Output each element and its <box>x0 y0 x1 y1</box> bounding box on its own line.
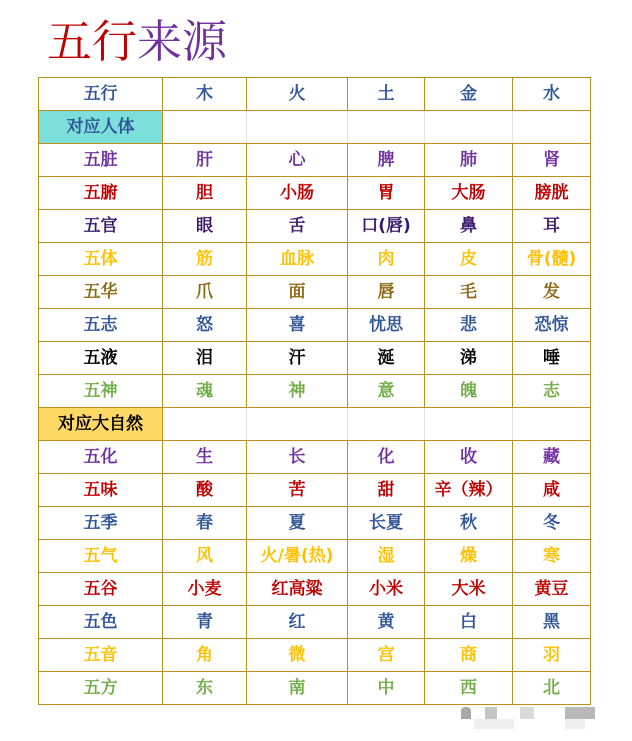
value-cell-fire: 小肠 <box>247 177 348 210</box>
value-cell-wood: 春 <box>163 507 247 540</box>
value-cell-fire: 喜 <box>247 309 348 342</box>
value-cell-earth: 涎 <box>348 342 425 375</box>
table-row <box>39 309 591 342</box>
value-cell-earth: 胃 <box>348 177 425 210</box>
value-cell-metal: 收 <box>425 441 513 474</box>
value-cell-earth: 宫 <box>348 639 425 672</box>
section-label: 对应大自然 <box>39 408 163 441</box>
value-cell-metal: 辛（辣） <box>425 474 513 507</box>
value-cell-metal: 商 <box>425 639 513 672</box>
header-cell-metal: 金 <box>425 78 513 111</box>
value-cell-wood: 泪 <box>163 342 247 375</box>
value-cell-earth: 意 <box>348 375 425 408</box>
empty-cell <box>163 111 247 144</box>
value-cell-fire: 舌 <box>247 210 348 243</box>
value-cell-metal: 白 <box>425 606 513 639</box>
table-row <box>39 540 591 573</box>
value-cell-wood: 角 <box>163 639 247 672</box>
header-cell-wood: 木 <box>163 78 247 111</box>
row-label-cell: 五官 <box>39 210 163 243</box>
value-cell-water: 骨(髓) <box>513 243 591 276</box>
row-label-cell: 五方 <box>39 672 163 705</box>
value-cell-fire: 面 <box>247 276 348 309</box>
value-cell-metal: 涕 <box>425 342 513 375</box>
value-cell-water: 北 <box>513 672 591 705</box>
empty-cell <box>247 408 348 441</box>
value-cell-wood: 胆 <box>163 177 247 210</box>
row-label-cell: 五季 <box>39 507 163 540</box>
value-cell-metal: 肺 <box>425 144 513 177</box>
empty-cell <box>348 408 425 441</box>
value-cell-fire: 火/暑(热) <box>247 540 348 573</box>
empty-cell <box>247 111 348 144</box>
value-cell-earth: 甜 <box>348 474 425 507</box>
row-label-cell: 五气 <box>39 540 163 573</box>
section-header-row <box>39 408 591 441</box>
empty-cell <box>513 111 591 144</box>
value-cell-fire: 汗 <box>247 342 348 375</box>
value-cell-metal: 魄 <box>425 375 513 408</box>
section-label: 对应人体 <box>39 111 163 144</box>
value-cell-water: 羽 <box>513 639 591 672</box>
title-part-laiyuan: 来源 <box>137 15 228 68</box>
row-label-cell: 五色 <box>39 606 163 639</box>
table-row <box>39 441 591 474</box>
value-cell-water: 发 <box>513 276 591 309</box>
value-cell-earth: 忧思 <box>348 309 425 342</box>
page-title <box>47 14 227 70</box>
row-label-cell: 五谷 <box>39 573 163 606</box>
value-cell-water: 藏 <box>513 441 591 474</box>
value-cell-wood: 肝 <box>163 144 247 177</box>
value-cell-wood: 筋 <box>163 243 247 276</box>
value-cell-wood: 魂 <box>163 375 247 408</box>
header-cell-fire: 火 <box>247 78 348 111</box>
value-cell-earth: 湿 <box>348 540 425 573</box>
value-cell-earth: 唇 <box>348 276 425 309</box>
value-cell-fire: 红高粱 <box>247 573 348 606</box>
row-label-cell: 五体 <box>39 243 163 276</box>
value-cell-fire: 长 <box>247 441 348 474</box>
value-cell-water: 咸 <box>513 474 591 507</box>
table-row <box>39 276 591 309</box>
table-row <box>39 474 591 507</box>
value-cell-earth: 黄 <box>348 606 425 639</box>
header-cell-element-label: 五行 <box>39 78 163 111</box>
empty-cell <box>425 111 513 144</box>
value-cell-wood: 风 <box>163 540 247 573</box>
table-row <box>39 573 591 606</box>
table-row <box>39 243 591 276</box>
value-cell-earth: 脾 <box>348 144 425 177</box>
value-cell-metal: 西 <box>425 672 513 705</box>
value-cell-water: 寒 <box>513 540 591 573</box>
value-cell-wood: 酸 <box>163 474 247 507</box>
value-cell-metal: 悲 <box>425 309 513 342</box>
table-row <box>39 606 591 639</box>
wuxing-table <box>38 77 591 705</box>
table-row <box>39 375 591 408</box>
value-cell-earth: 口(唇) <box>348 210 425 243</box>
value-cell-wood: 小麦 <box>163 573 247 606</box>
row-label-cell: 五味 <box>39 474 163 507</box>
value-cell-metal: 大米 <box>425 573 513 606</box>
header-cell-water: 水 <box>513 78 591 111</box>
empty-cell <box>348 111 425 144</box>
value-cell-metal: 毛 <box>425 276 513 309</box>
value-cell-wood: 青 <box>163 606 247 639</box>
value-cell-fire: 苦 <box>247 474 348 507</box>
value-cell-metal: 大肠 <box>425 177 513 210</box>
row-label-cell: 五脏 <box>39 144 163 177</box>
header-cell-earth: 土 <box>348 78 425 111</box>
empty-cell <box>163 408 247 441</box>
table-row <box>39 672 591 705</box>
value-cell-wood: 眼 <box>163 210 247 243</box>
value-cell-earth: 化 <box>348 441 425 474</box>
value-cell-metal: 鼻 <box>425 210 513 243</box>
table-row <box>39 342 591 375</box>
empty-cell <box>425 408 513 441</box>
row-label-cell: 五音 <box>39 639 163 672</box>
table-row <box>39 507 591 540</box>
table-row <box>39 210 591 243</box>
row-label-cell: 五化 <box>39 441 163 474</box>
value-cell-earth: 长夏 <box>348 507 425 540</box>
row-label-cell: 五液 <box>39 342 163 375</box>
value-cell-water: 恐惊 <box>513 309 591 342</box>
row-label-cell: 五志 <box>39 309 163 342</box>
value-cell-water: 耳 <box>513 210 591 243</box>
header-row <box>39 78 591 111</box>
value-cell-water: 肾 <box>513 144 591 177</box>
value-cell-fire: 南 <box>247 672 348 705</box>
table-row <box>39 639 591 672</box>
value-cell-wood: 爪 <box>163 276 247 309</box>
section-header-row <box>39 111 591 144</box>
row-label-cell: 五华 <box>39 276 163 309</box>
value-cell-metal: 秋 <box>425 507 513 540</box>
value-cell-water: 志 <box>513 375 591 408</box>
value-cell-fire: 血脉 <box>247 243 348 276</box>
value-cell-water: 唾 <box>513 342 591 375</box>
value-cell-fire: 红 <box>247 606 348 639</box>
value-cell-wood: 生 <box>163 441 247 474</box>
row-label-cell: 五腑 <box>39 177 163 210</box>
value-cell-water: 膀胱 <box>513 177 591 210</box>
value-cell-fire: 微 <box>247 639 348 672</box>
value-cell-wood: 东 <box>163 672 247 705</box>
value-cell-earth: 肉 <box>348 243 425 276</box>
table-row <box>39 177 591 210</box>
value-cell-water: 黄豆 <box>513 573 591 606</box>
title-part-wuxing: 五行 <box>47 15 138 68</box>
value-cell-fire: 心 <box>247 144 348 177</box>
table-row <box>39 144 591 177</box>
row-label-cell: 五神 <box>39 375 163 408</box>
value-cell-earth: 小米 <box>348 573 425 606</box>
value-cell-earth: 中 <box>348 672 425 705</box>
value-cell-metal: 燥 <box>425 540 513 573</box>
value-cell-fire: 夏 <box>247 507 348 540</box>
value-cell-water: 黑 <box>513 606 591 639</box>
empty-cell <box>513 408 591 441</box>
value-cell-metal: 皮 <box>425 243 513 276</box>
value-cell-wood: 怒 <box>163 309 247 342</box>
value-cell-fire: 神 <box>247 375 348 408</box>
value-cell-water: 冬 <box>513 507 591 540</box>
